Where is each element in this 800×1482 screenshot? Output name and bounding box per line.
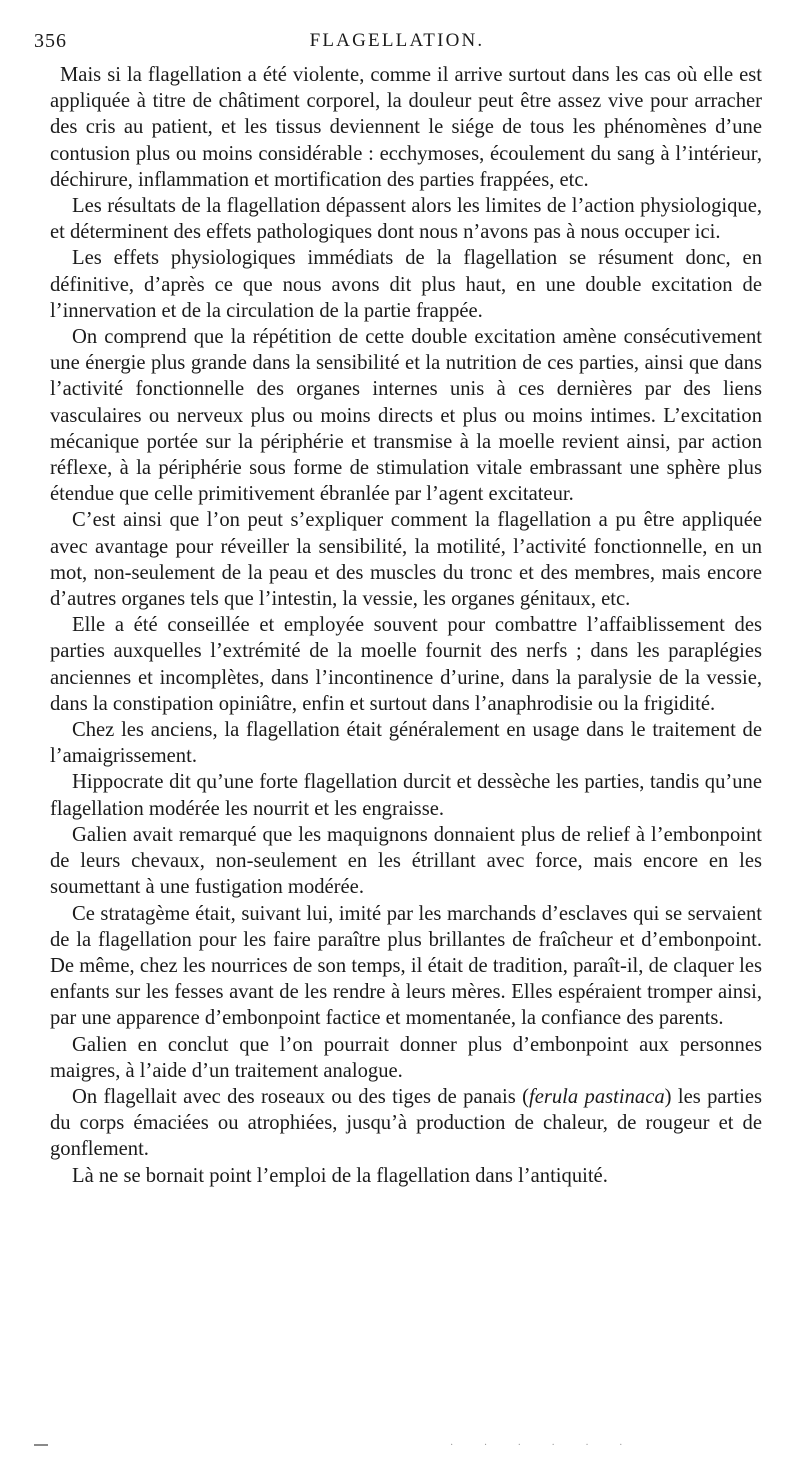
paragraph: Ce stratagème était, suivant lui, imité par les marchands d’esclaves qui se servaient de la flagellation pour les faire paraître plus brillantes de fraîcheur et d’embonpoint. De même, chez les nourrices de son temps, il était de tradition, paraît-il, de claquer les enfants sur les fesses avant de les rendre à leurs mères. Elles espéraient tromper ainsi, par une apparence d’embonpoint factice et momentanée, la confiance des parents. xyxy=(50,902,762,1030)
paragraph: C’est ainsi que l’on peut s’expliquer comment la flagellation a pu être appliquée avec avantage pour réveiller la sensibilité, la motilité, l’activité fonctionnelle, en un mot, non-seulement de la peau et des muscles du tronc et des membres, mais encore d’autres organes tels que l’intestin, la vessie, les organes génitaux, etc. xyxy=(50,509,762,611)
paragraph: Les résultats de la flagellation dépassent alors les limites de l’action physiologique, et déterminent des effets pathologiques dont nous n’avons pas à nous occuper ici. xyxy=(50,195,762,244)
paragraph: Là ne se bornait point l’emploi de la flagellation dans l’antiquité. xyxy=(72,1164,608,1187)
print-specks: · · · · · · xyxy=(450,1440,637,1451)
paragraph-text: ) les parties du corps émaciées ou atrophiées, jusqu’à production de chaleur, de rougeur et de gonflement. xyxy=(50,1085,762,1161)
page-title: FLAGELLATION. xyxy=(309,30,485,51)
paragraph: Elle a été conseillée et employée souvent pour combattre l’affaiblissement des parties auxquelles l’extrémité de la moelle fournit des nerfs ; dans les paraplégies anciennes et incomplètes, dans l’incontinence d’urine, dans la paralysie de la vessie, dans la constipation opiniâtre, enfin et surtout dans l’anaphrodisie ou la frigidité. xyxy=(50,614,762,715)
print-mark xyxy=(34,1444,48,1446)
paragraph: Chez les anciens, la flagellation était généralement en usage dans le traitement de l’amaigrissement. xyxy=(50,719,762,768)
paragraph: Mais si la flagellation a été violente, comme il arrive surtout dans les cas où elle est appliquée à titre de châtiment corporel, la douleur peut être assez vive pour arracher des cris au patient, et les tissus deviennent le siége de tous les phénomènes d’une contusion plus ou moins considérable : ecchymoses, écoulement du sang à l’intérieur, déchirure, inflammation et mortification des parties frappées, etc. xyxy=(50,64,762,191)
paragraph xyxy=(50,1084,762,1163)
running-head xyxy=(34,30,760,56)
paragraph: Les effets physiologiques immédiats de la flagellation se résument donc, en définitive, d’après ce que nous avons dit plus haut, en une double excitation de l’innervation et de la circulation de la partie frappée. xyxy=(50,247,762,322)
paragraph: Galien avait remarqué que les maquignons donnaient plus de relief à l’embonpoint de leurs chevaux, non-seulement en les étrillant avec force, mais encore en les soumettant à une fustigation modérée. xyxy=(50,823,762,899)
paragraph: Hippocrate dit qu’une forte flagellation durcit et dessèche les parties, tandis qu’une flagellation modérée les nourrit et les engraisse. xyxy=(50,771,762,820)
page-number: 356 xyxy=(34,30,67,52)
paragraph-text: On flagellait avec des roseaux ou des tiges de panais ( xyxy=(72,1085,529,1108)
paragraph: On comprend que la répétition de cette double excitation amène consécutivement une énergie plus grande dans la sensibilité et la nutrition de ces parties, ainsi que dans l’activité fonctionnelle des organes internes unis à ces dernières par des liens vasculaires ou nerveux plus ou moins directs et plus ou moins intimes. L’excitation mécanique portée sur la périphérie et transmise à la moelle revient ainsi, par action réflexe, à la périphérie sous forme de stimulation vitale embrassant une sphère plus étendue que celle primitivement ébranlée par l’agent excitateur. xyxy=(50,326,762,506)
body-text xyxy=(50,62,762,1189)
paragraph: Galien en conclut que l’on pourrait donner plus d’embonpoint aux personnes maigres, à l’aide d’un traitement analogue. xyxy=(50,1033,762,1082)
latin-plant-name: ferula pastinaca xyxy=(529,1085,665,1108)
